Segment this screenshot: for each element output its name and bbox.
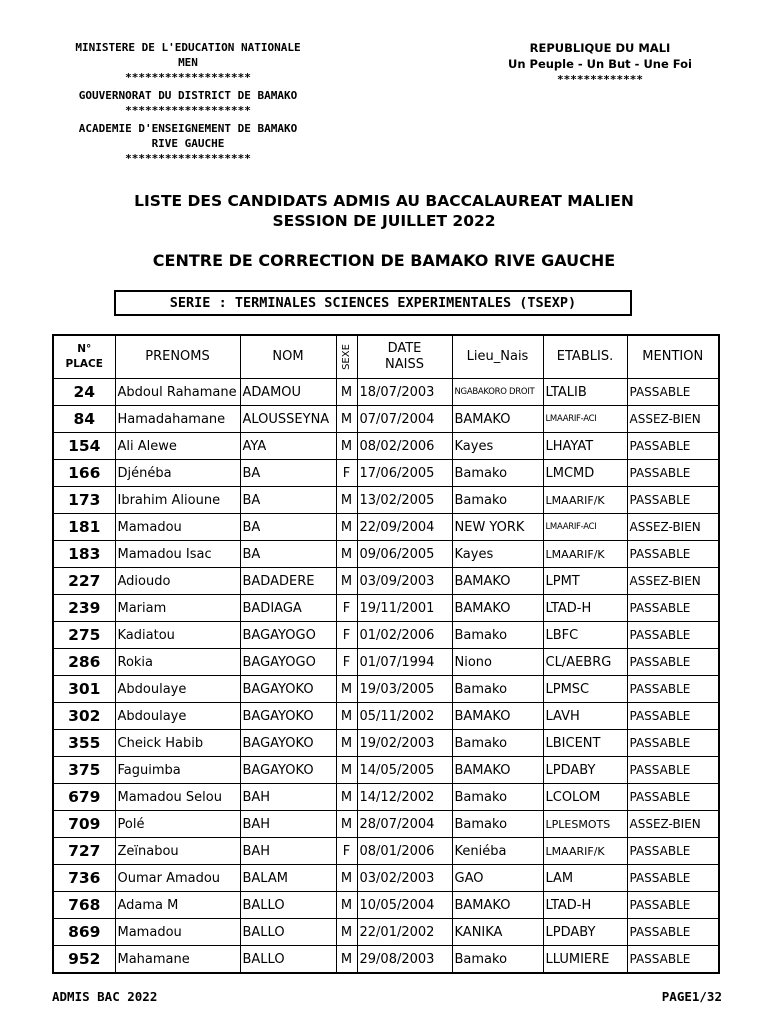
- cell-mention: PASSABLE: [627, 757, 719, 784]
- table-row: [53, 460, 719, 487]
- cell-sexe: M: [336, 757, 357, 784]
- cell-sexe: F: [336, 595, 357, 622]
- cell-lieu: BAMAKO: [452, 892, 543, 919]
- cell-lieu: Bamako: [452, 460, 543, 487]
- cell-place: 227: [53, 568, 115, 595]
- table-header-row: [53, 335, 719, 379]
- cell-etablis: LTAD-H: [543, 595, 627, 622]
- cell-etablis: LMAARIF-ACI: [543, 514, 627, 541]
- cell-nom: ADAMOU: [240, 379, 336, 406]
- cell-nom: BADIAGA: [240, 595, 336, 622]
- cell-lieu: BAMAKO: [452, 757, 543, 784]
- table-row: [53, 649, 719, 676]
- cell-nom: BALLO: [240, 946, 336, 974]
- ministry-header: [38, 40, 338, 166]
- cell-sexe: M: [336, 703, 357, 730]
- cell-nom: BA: [240, 487, 336, 514]
- cell-place: 275: [53, 622, 115, 649]
- cell-nom: BAGAYOKO: [240, 730, 336, 757]
- separator-stars: *******************: [125, 152, 251, 165]
- cell-etablis: LPMT: [543, 568, 627, 595]
- cell-mention: PASSABLE: [627, 541, 719, 568]
- cell-mention: PASSABLE: [627, 676, 719, 703]
- cell-sexe: M: [336, 784, 357, 811]
- cell-mention: PASSABLE: [627, 730, 719, 757]
- cell-mention: PASSABLE: [627, 460, 719, 487]
- cell-place: 869: [53, 919, 115, 946]
- table-row: [53, 541, 719, 568]
- cell-sexe: F: [336, 460, 357, 487]
- cell-date: 22/01/2002: [357, 919, 452, 946]
- col-prenoms: PRENOMS: [115, 335, 240, 379]
- ministry-acronym: MEN: [178, 56, 198, 69]
- cell-place: 768: [53, 892, 115, 919]
- cell-nom: BA: [240, 541, 336, 568]
- cell-sexe: F: [336, 622, 357, 649]
- cell-prenoms: Abdoulaye: [115, 703, 240, 730]
- cell-prenoms: Ibrahim Alioune: [115, 487, 240, 514]
- col-nom: NOM: [240, 335, 336, 379]
- cell-lieu: GAO: [452, 865, 543, 892]
- cell-nom: BAGAYOKO: [240, 757, 336, 784]
- republic-name: REPUBLIQUE DU MALI: [529, 41, 671, 55]
- cell-mention: PASSABLE: [627, 487, 719, 514]
- cell-mention: PASSABLE: [627, 892, 719, 919]
- cell-mention: ASSEZ-BIEN: [627, 811, 719, 838]
- cell-lieu: Niono: [452, 649, 543, 676]
- separator-stars: *************: [556, 73, 644, 86]
- cell-mention: PASSABLE: [627, 865, 719, 892]
- cell-nom: BADADERE: [240, 568, 336, 595]
- table-row: [53, 946, 719, 974]
- table-row: [53, 406, 719, 433]
- cell-prenoms: Zeïnabou: [115, 838, 240, 865]
- cell-place: 24: [53, 379, 115, 406]
- cell-prenoms: Abdoulaye: [115, 676, 240, 703]
- cell-sexe: M: [336, 514, 357, 541]
- cell-nom: BAH: [240, 811, 336, 838]
- cell-date: 19/02/2003: [357, 730, 452, 757]
- cell-prenoms: Ali Alewe: [115, 433, 240, 460]
- col-place: N° PLACE: [53, 335, 115, 379]
- cell-lieu: Bamako: [452, 676, 543, 703]
- cell-etablis: CL/AEBRG: [543, 649, 627, 676]
- cell-date: 05/11/2002: [357, 703, 452, 730]
- table-row: [53, 757, 719, 784]
- cell-prenoms: Mahamane: [115, 946, 240, 974]
- cell-prenoms: Mamadou Selou: [115, 784, 240, 811]
- cell-date: 22/09/2004: [357, 514, 452, 541]
- cell-lieu: KANIKA: [452, 919, 543, 946]
- cell-etablis: LMAARIF/K: [543, 541, 627, 568]
- cell-lieu: Keniéba: [452, 838, 543, 865]
- cell-sexe: F: [336, 649, 357, 676]
- cell-lieu: BAMAKO: [452, 703, 543, 730]
- cell-nom: BAH: [240, 838, 336, 865]
- cell-mention: ASSEZ-BIEN: [627, 568, 719, 595]
- cell-date: 17/06/2005: [357, 460, 452, 487]
- cell-date: 19/11/2001: [357, 595, 452, 622]
- separator-stars: *******************: [125, 71, 251, 84]
- cell-date: 18/07/2003: [357, 379, 452, 406]
- cell-date: 10/05/2004: [357, 892, 452, 919]
- table-row: [53, 784, 719, 811]
- cell-mention: PASSABLE: [627, 946, 719, 974]
- cell-place: 183: [53, 541, 115, 568]
- list-title: LISTE DES CANDIDATS ADMIS AU BACCALAUREAT MALIEN: [134, 192, 634, 210]
- cell-place: 173: [53, 487, 115, 514]
- cell-place: 736: [53, 865, 115, 892]
- cell-nom: AYA: [240, 433, 336, 460]
- cell-place: 727: [53, 838, 115, 865]
- table-row: [53, 838, 719, 865]
- cell-place: 375: [53, 757, 115, 784]
- cell-mention: PASSABLE: [627, 622, 719, 649]
- cell-etablis: LPDABY: [543, 757, 627, 784]
- cell-date: 08/01/2006: [357, 838, 452, 865]
- cell-prenoms: Djénéba: [115, 460, 240, 487]
- cell-prenoms: Polé: [115, 811, 240, 838]
- cell-place: 709: [53, 811, 115, 838]
- cell-etablis: LAVH: [543, 703, 627, 730]
- table-row: [53, 703, 719, 730]
- table-row: [53, 676, 719, 703]
- cell-prenoms: Faguimba: [115, 757, 240, 784]
- cell-lieu: Bamako: [452, 946, 543, 974]
- cell-nom: BALLO: [240, 892, 336, 919]
- cell-etablis: LTALIB: [543, 379, 627, 406]
- col-lieu: Lieu_Nais: [452, 335, 543, 379]
- cell-lieu: Kayes: [452, 541, 543, 568]
- cell-prenoms: Kadiatou: [115, 622, 240, 649]
- separator-stars: *******************: [125, 104, 251, 117]
- cell-date: 14/05/2005: [357, 757, 452, 784]
- cell-nom: ALOUSSEYNA: [240, 406, 336, 433]
- cell-date: 29/08/2003: [357, 946, 452, 974]
- cell-mention: PASSABLE: [627, 784, 719, 811]
- cell-date: 03/02/2003: [357, 865, 452, 892]
- republic-motto: Un Peuple - Un But - Une Foi: [507, 57, 693, 71]
- cell-place: 154: [53, 433, 115, 460]
- cell-nom: BA: [240, 514, 336, 541]
- cell-prenoms: Mamadou Isac: [115, 541, 240, 568]
- cell-etablis: LMAARIF/K: [543, 487, 627, 514]
- cell-sexe: M: [336, 811, 357, 838]
- governorate-name: GOUVERNORAT DU DISTRICT DE BAMAKO: [78, 89, 298, 102]
- cell-sexe: M: [336, 730, 357, 757]
- table-row: [53, 865, 719, 892]
- table-row: [53, 811, 719, 838]
- cell-nom: BAGAYOGO: [240, 649, 336, 676]
- cell-sexe: M: [336, 919, 357, 946]
- cell-prenoms: Abdoul Rahamane: [115, 379, 240, 406]
- cell-sexe: M: [336, 406, 357, 433]
- cell-lieu: Bamako: [452, 784, 543, 811]
- cell-nom: BALLO: [240, 919, 336, 946]
- cell-sexe: M: [336, 946, 357, 974]
- cell-prenoms: Adioudo: [115, 568, 240, 595]
- cell-mention: PASSABLE: [627, 379, 719, 406]
- cell-place: 166: [53, 460, 115, 487]
- cell-nom: BAH: [240, 784, 336, 811]
- cell-etablis: LCOLOM: [543, 784, 627, 811]
- cell-mention: PASSABLE: [627, 595, 719, 622]
- serie-box: SERIE : TERMINALES SCIENCES EXPERIMENTALES (TSEXP): [114, 290, 632, 316]
- footer-label: ADMIS BAC 2022: [52, 989, 158, 1004]
- cell-sexe: M: [336, 676, 357, 703]
- cell-etablis: LHAYAT: [543, 433, 627, 460]
- cell-lieu: NEW YORK: [452, 514, 543, 541]
- cell-etablis: LBICENT: [543, 730, 627, 757]
- cell-etablis: LBFC: [543, 622, 627, 649]
- cell-etablis: LPMSC: [543, 676, 627, 703]
- cell-prenoms: Oumar Amadou: [115, 865, 240, 892]
- cell-etablis: LMCMD: [543, 460, 627, 487]
- cell-sexe: F: [336, 838, 357, 865]
- cell-nom: BA: [240, 460, 336, 487]
- cell-nom: BALAM: [240, 865, 336, 892]
- table-row: [53, 433, 719, 460]
- cell-date: 14/12/2002: [357, 784, 452, 811]
- cell-etablis: LTAD-H: [543, 892, 627, 919]
- cell-place: 302: [53, 703, 115, 730]
- cell-date: 07/07/2004: [357, 406, 452, 433]
- cell-prenoms: Mamadou: [115, 514, 240, 541]
- republic-header: [470, 40, 730, 88]
- session-title: SESSION DE JUILLET 2022: [272, 212, 496, 230]
- cell-mention: PASSABLE: [627, 919, 719, 946]
- cell-sexe: M: [336, 568, 357, 595]
- table-row: [53, 622, 719, 649]
- table-row: [53, 595, 719, 622]
- cell-place: 181: [53, 514, 115, 541]
- cell-prenoms: Adama M: [115, 892, 240, 919]
- cell-date: 01/07/1994: [357, 649, 452, 676]
- cell-place: 84: [53, 406, 115, 433]
- table-row: [53, 379, 719, 406]
- cell-date: 03/09/2003: [357, 568, 452, 595]
- cell-sexe: M: [336, 892, 357, 919]
- cell-date: 01/02/2006: [357, 622, 452, 649]
- cell-place: 239: [53, 595, 115, 622]
- table-row: [53, 487, 719, 514]
- center-title: CENTRE DE CORRECTION DE BAMAKO RIVE GAUCHE: [152, 251, 616, 270]
- cell-place: 679: [53, 784, 115, 811]
- cell-mention: ASSEZ-BIEN: [627, 406, 719, 433]
- cell-prenoms: Cheick Habib: [115, 730, 240, 757]
- cell-lieu: Bamako: [452, 730, 543, 757]
- cell-etablis: LAM: [543, 865, 627, 892]
- candidates-table: [52, 334, 720, 974]
- cell-etablis: LMAARIF-ACI: [543, 406, 627, 433]
- col-mention: MENTION: [627, 335, 719, 379]
- cell-mention: PASSABLE: [627, 433, 719, 460]
- cell-sexe: M: [336, 865, 357, 892]
- cell-mention: ASSEZ-BIEN: [627, 514, 719, 541]
- col-etablis: ETABLIS.: [543, 335, 627, 379]
- cell-place: 355: [53, 730, 115, 757]
- cell-lieu: Bamako: [452, 487, 543, 514]
- cell-date: 13/02/2005: [357, 487, 452, 514]
- cell-nom: BAGAYOKO: [240, 703, 336, 730]
- cell-lieu: Bamako: [452, 622, 543, 649]
- cell-sexe: M: [336, 433, 357, 460]
- cell-mention: PASSABLE: [627, 649, 719, 676]
- cell-lieu: Bamako: [452, 811, 543, 838]
- cell-etablis: LPDABY: [543, 919, 627, 946]
- cell-sexe: M: [336, 379, 357, 406]
- cell-lieu: NGABAKORO DROIT: [452, 379, 543, 406]
- cell-date: 28/07/2004: [357, 811, 452, 838]
- cell-place: 286: [53, 649, 115, 676]
- table-row: [53, 919, 719, 946]
- cell-sexe: M: [336, 487, 357, 514]
- table-row: [53, 892, 719, 919]
- cell-date: 19/03/2005: [357, 676, 452, 703]
- cell-nom: BAGAYOKO: [240, 676, 336, 703]
- cell-prenoms: Hamadahamane: [115, 406, 240, 433]
- ministry-name: MINISTERE DE L'EDUCATION NATIONALE: [75, 41, 301, 54]
- page-number: PAGE1/32: [661, 989, 722, 1004]
- table-row: [53, 514, 719, 541]
- cell-lieu: BAMAKO: [452, 568, 543, 595]
- table-row: [53, 730, 719, 757]
- cell-mention: PASSABLE: [627, 838, 719, 865]
- cell-date: 09/06/2005: [357, 541, 452, 568]
- cell-etablis: LMAARIF/K: [543, 838, 627, 865]
- cell-prenoms: Rokia: [115, 649, 240, 676]
- cell-prenoms: Mamadou: [115, 919, 240, 946]
- cell-sexe: M: [336, 541, 357, 568]
- academy-name: ACADEMIE D'ENSEIGNEMENT DE BAMAKO: [78, 122, 298, 135]
- cell-nom: BAGAYOGO: [240, 622, 336, 649]
- table-row: [53, 568, 719, 595]
- cell-lieu: BAMAKO: [452, 406, 543, 433]
- academy-subname: RIVE GAUCHE: [151, 137, 225, 150]
- cell-lieu: Kayes: [452, 433, 543, 460]
- cell-place: 952: [53, 946, 115, 974]
- cell-date: 08/02/2006: [357, 433, 452, 460]
- cell-etablis: LPLESMOTS: [543, 811, 627, 838]
- cell-mention: PASSABLE: [627, 703, 719, 730]
- cell-prenoms: Mariam: [115, 595, 240, 622]
- cell-etablis: LLUMIERE: [543, 946, 627, 974]
- col-sexe: SEXE: [336, 335, 357, 379]
- cell-place: 301: [53, 676, 115, 703]
- cell-lieu: BAMAKO: [452, 595, 543, 622]
- col-date: DATE NAISS: [357, 335, 452, 379]
